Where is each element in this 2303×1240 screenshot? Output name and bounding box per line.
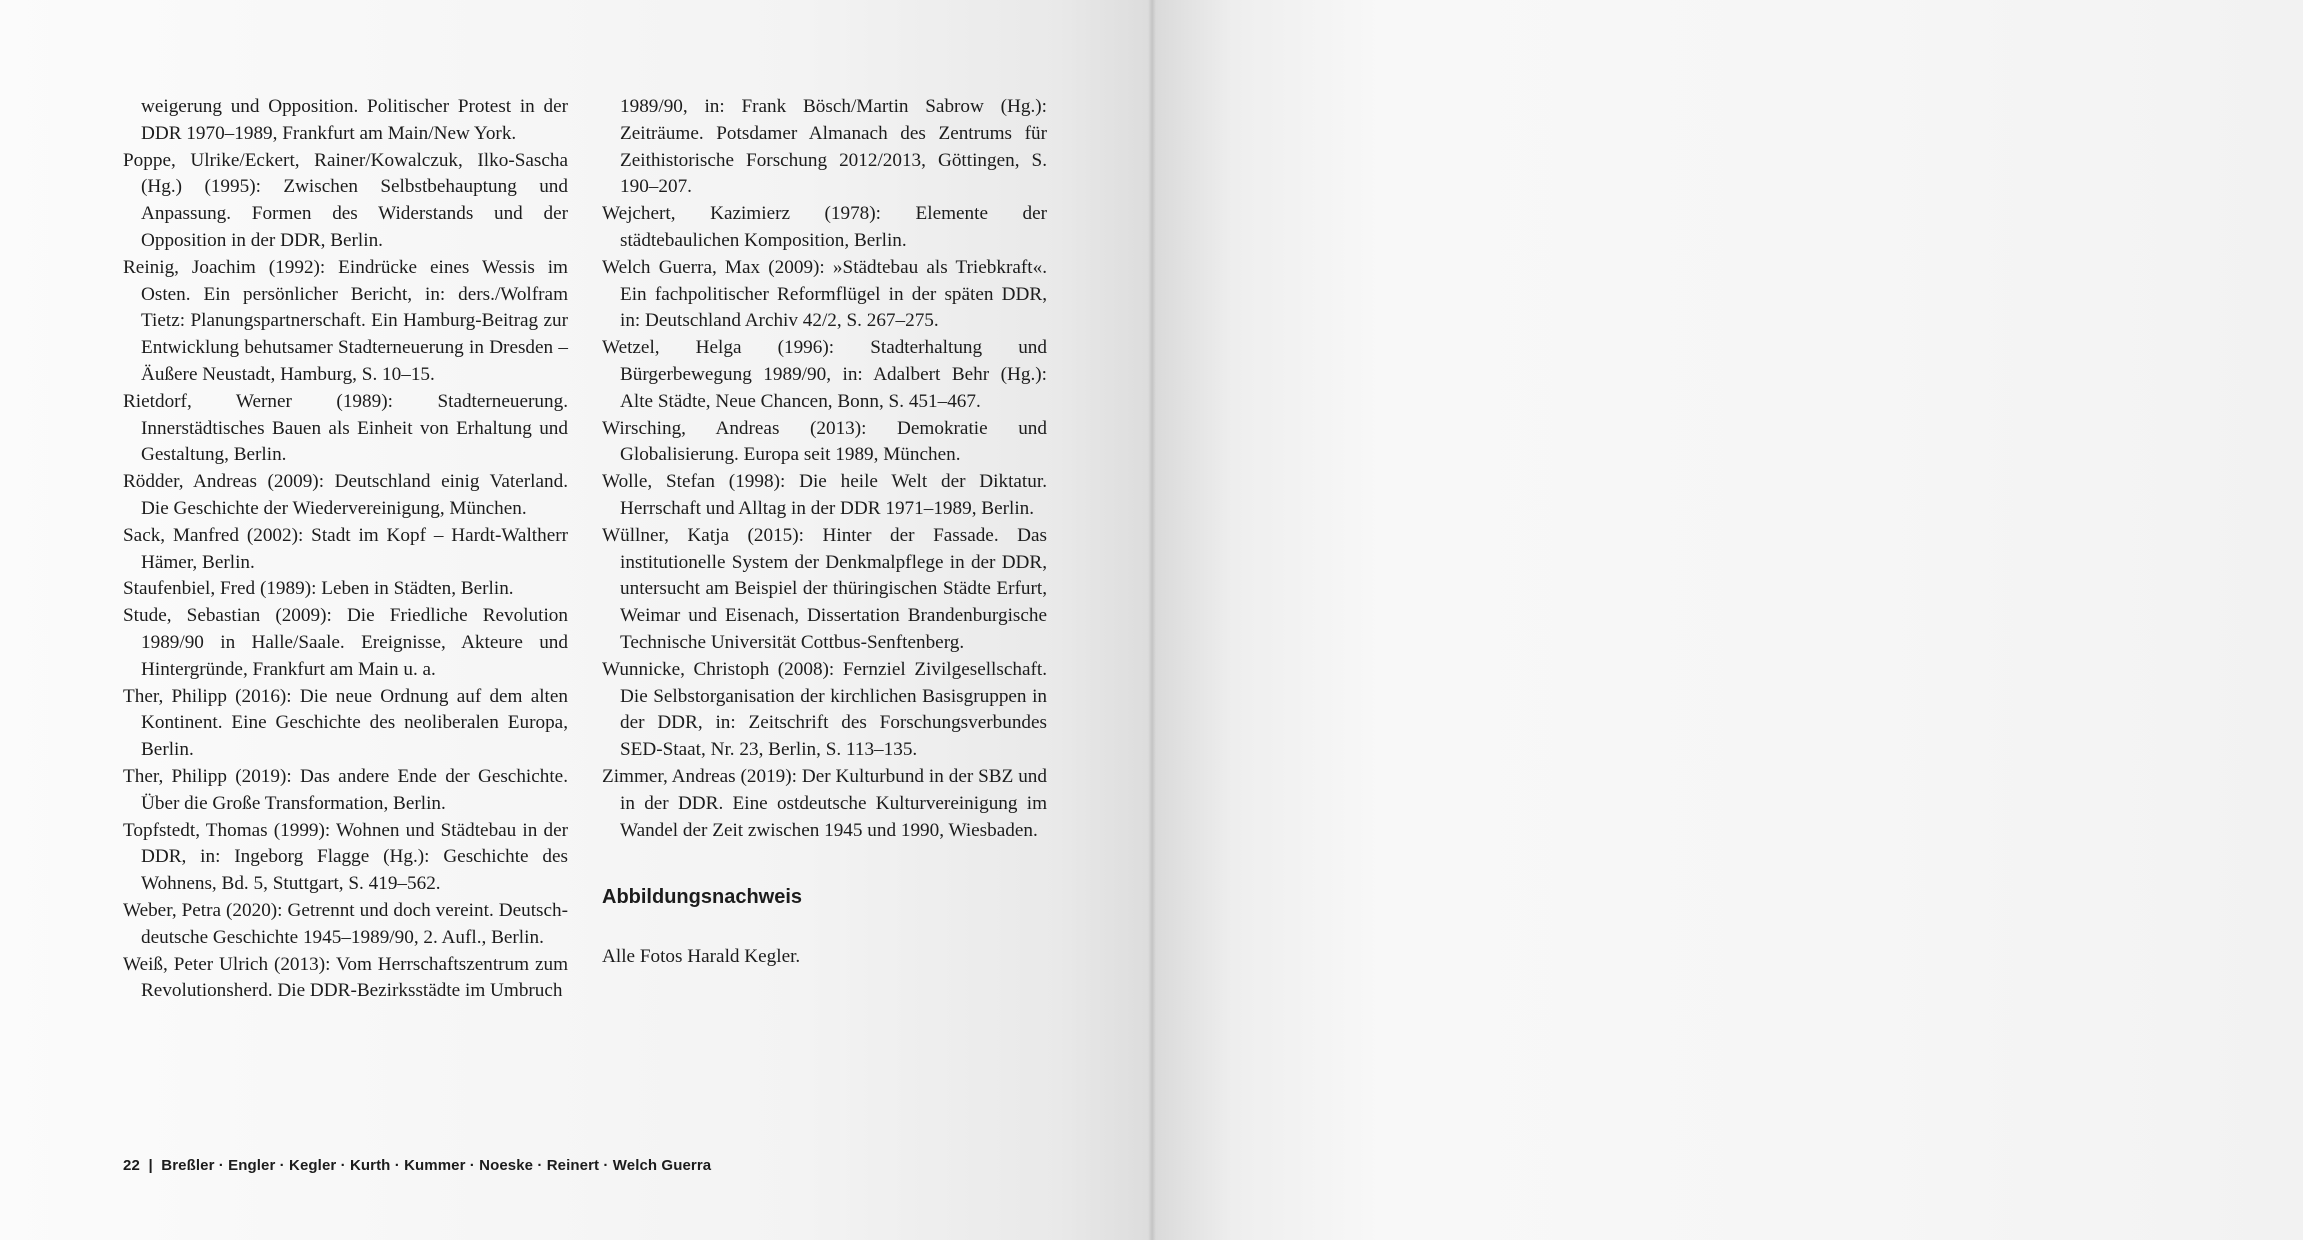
page-number: 22 [123,1157,140,1174]
bibliography-entry: Poppe, Ulrike/Eckert, Rainer/Kowalczuk, Ilko-Sascha (Hg.) (1995): Zwischen Selbstbehauptung und Anpassung. Formen des Widerstands und der Opposition in der DDR, Berlin. [123,149,568,251]
bibliography-entry: Wüllner, Katja (2015): Hinter der Fassade. Das institutionelle System der Denkmalpflege in der DDR, untersucht am Beispiel der thüringischen Städte Erfurt, Weimar und Eisenach, Dissertation Brandenburgische Technische Universität Cottbus-Senftenberg. [602,524,1047,653]
bibliography-entry: Wirsching, Andreas (2013): Demokratie und Globalisierung. Europa seit 1989, München. [602,417,1047,466]
bibliography-entry: Reinig, Joachim (1992): Eindrücke eines Wessis im Osten. Ein persönlicher Bericht, in: ders./Wolfram Tietz: Planungspartnerschaft. Ein Hamburg-Beitrag zur Entwicklung behutsamer Stadterneuerung in Dresden – Äußere Neustadt, Hamburg, S. 10–15. [123,256,568,385]
bibliography-entry: Topfstedt, Thomas (1999): Wohnen und Städtebau in der DDR, in: Ingeborg Flagge (Hg.): Geschichte des Wohnens, Bd. 5, Stuttgart, S. 419–562. [123,819,568,895]
page-footer [123,1157,711,1174]
section-heading: Abbildungsnachweis [602,886,803,908]
bibliography-entry: 1989/90, in: Frank Bösch/Martin Sabrow (Hg.): Zeiträume. Potsdamer Almanach des Zentrums für Zeithistorische Forschung 2012/2013, Göttingen, S. 190–207. [620,96,1047,198]
bibliography-entry: Welch Guerra, Max (2009): »Städtebau als Triebkraft«. Ein fachpolitischer Reformflügel in der späten DDR, in: Deutschland Archiv 42/2, S. 267–275. [602,256,1047,332]
footer-authors: Breßler · Engler · Kegler · Kurth · Kummer · Noeske · Reinert · Welch Guerra [161,1157,712,1174]
bibliography-entry: Ther, Philipp (2019): Das andere Ende der Geschichte. Über die Große Transformation, Berlin. [123,765,568,814]
bibliography-left-column [123,94,568,1005]
bibliography-entry: Weber, Petra (2020): Getrennt und doch vereint. Deutsch-deutsche Geschichte 1945–1989/90, 2. Aufl., Berlin. [123,899,568,948]
bibliography-entry: Staufenbiel, Fred (1989): Leben in Städten, Berlin. [123,578,514,600]
bibliography-entry: Wetzel, Helga (1996): Stadterhaltung und Bürgerbewegung 1989/90, in: Adalbert Behr (Hg.): Alte Städte, Neue Chancen, Bonn, S. 451–467. [602,337,1047,412]
bibliography-entry: Rödder, Andreas (2009): Deutschland einig Vaterland. Die Geschichte der Wiedervereinigung, München. [123,471,568,519]
bibliography-entry: Ther, Philipp (2016): Die neue Ordnung auf dem alten Kontinent. Eine Geschichte des neoliberalen Europa, Berlin. [123,685,568,761]
bibliography-entry: Rietdorf, Werner (1989): Stadterneuerung. Innerstädtisches Bauen als Einheit von Erhaltung und Gestaltung, Berlin. [123,390,568,466]
bibliography-entry: Sack, Manfred (2002): Stadt im Kopf – Hardt-Waltherr Hämer, Berlin. [123,524,568,573]
bibliography-entry: Stude, Sebastian (2009): Die Friedliche Revolution 1989/90 in Halle/Saale. Ereignisse, Akteure und Hintergründe, Frankfurt am Main u. a. [123,605,568,680]
bibliography-entry: weigerung und Opposition. Politischer Protest in der DDR 1970–1989, Frankfurt am Main/New York. [141,96,568,144]
bibliography-entry: Zimmer, Andreas (2019): Der Kulturbund in der SBZ und in der DDR. Eine ostdeutsche Kulturvereinigung im Wandel der Zeit zwischen 1945 und 1990, Wiesbaden. [602,765,1047,841]
right-page [1152,0,2303,1240]
bibliography-entry: Wunnicke, Christoph (2008): Fernziel Zivilgesellschaft. Die Selbstorganisation der kirchlichen Basisgruppen in der DDR, in: Zeitschrift des Forschungsverbundes SED-Staat, Nr. 23, Berlin, S. 113–135. [602,658,1047,761]
bibliography-right-column [602,94,1047,844]
book-gutter [1148,0,1156,1240]
footer-separator: | [148,1157,153,1174]
bibliography-entry: Wejchert, Kazimierz (1978): Elemente der städtebaulichen Komposition, Berlin. [602,203,1047,251]
photo-credit: Alle Fotos Harald Kegler. [602,946,801,967]
bibliography-entry: Wolle, Stefan (1998): Die heile Welt der Diktatur. Herrschaft und Alltag in der DDR 1971–1989, Berlin. [602,471,1047,519]
bibliography-entry: Weiß, Peter Ulrich (2013): Vom Herrschaftszentrum zum Revolutionsherd. Die DDR-Bezirksstädte im Umbruch [123,953,568,1002]
